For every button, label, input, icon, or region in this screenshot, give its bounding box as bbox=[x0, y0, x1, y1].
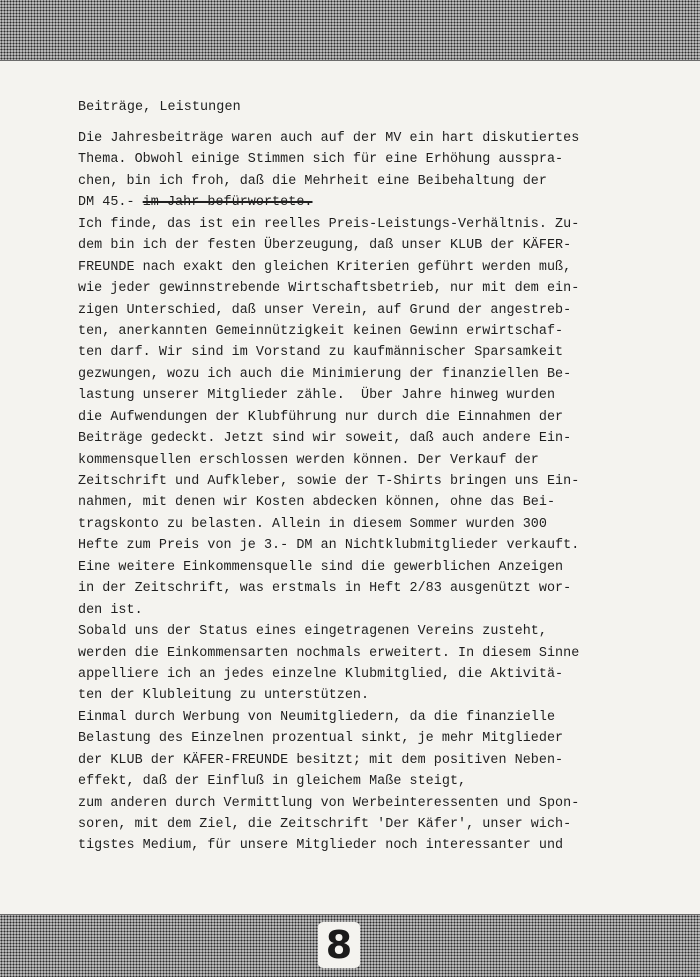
text-line: tigstes Medium, für unsere Mitglieder noch interessanter und bbox=[78, 838, 564, 854]
text-line: Beiträge gedeckt. Jetzt sind wir soweit, daß auch andere Ein- bbox=[78, 431, 572, 447]
text-line: nahmen, mit denen wir Kosten abdecken können, ohne das Bei- bbox=[78, 495, 556, 511]
text-line: appelliere ich an jedes einzelne Klubmitglied, die Aktivitä- bbox=[78, 666, 564, 682]
text-line: soren, mit dem Ziel, die Zeitschrift 'Der Käfer', unser wich- bbox=[78, 817, 572, 832]
text-line: Belastung des Einzelnen prozentual sinkt, je mehr Mitglieder bbox=[78, 731, 564, 747]
text-line: Thema. Obwohl einige Stimmen sich für eine Erhöhung ausspra- bbox=[78, 152, 564, 168]
text-line: gezwungen, wozu ich auch die Minimierung der finanziellen Be- bbox=[78, 366, 572, 382]
text-line: tragskonto zu belasten. Allein in diesem Sommer wurden 300 bbox=[78, 516, 547, 532]
text-line: kommensquellen erschlossen werden können. Der Verkauf der bbox=[78, 452, 539, 468]
document-body bbox=[78, 98, 638, 857]
text-line: ten, anerkannten Gemeinnützigkeit keinen Gewinn erwirtschaf- bbox=[78, 323, 564, 339]
text-line: Einmal durch Werbung von Neumitgliedern, da die finanzielle bbox=[78, 709, 556, 725]
text-line: Zeitschrift und Aufkleber, sowie der T-Shirts bringen uns Ein- bbox=[78, 474, 580, 489]
text-line: lastung unserer Mitglieder zähle. Über Jahre hinweg wurden bbox=[78, 388, 556, 404]
text-line: FREUNDE nach exakt den gleichen Kriterien geführt werden muß, bbox=[78, 259, 572, 275]
text-line: Die Jahresbeiträge waren auch auf der MV ein hart diskutiertes bbox=[78, 131, 580, 146]
page-number: 8 bbox=[325, 923, 353, 967]
text-line: der KLUB der KÄFER-FREUNDE besitzt; mit dem positiven Neben- bbox=[78, 752, 564, 768]
text-line: Eine weitere Einkommensquelle sind die gewerblichen Anzeigen bbox=[78, 559, 564, 575]
text-line: ten darf. Wir sind im Vorstand zu kaufmännischer Sparsamkeit bbox=[78, 345, 564, 361]
paragraph-block bbox=[78, 128, 638, 857]
text-line: den ist. bbox=[78, 602, 143, 618]
text-line: Hefte zum Preis von je 3.- DM an Nichtklubmitglieder verkauft. bbox=[78, 538, 580, 554]
struck-through-text: im Jahr befürwortete. bbox=[142, 195, 313, 211]
top-halftone-band bbox=[0, 0, 700, 61]
section-heading: Beiträge, Leistungen bbox=[78, 100, 241, 115]
text-line: dem bin ich der festen Überzeugung, daß unser KLUB der KÄFER- bbox=[78, 238, 572, 254]
page-number-badge bbox=[318, 922, 360, 968]
text-line: wie jeder gewinnstrebende Wirtschaftsbetrieb, nur mit dem ein- bbox=[78, 281, 580, 297]
text-line: werden die Einkommensarten nochmals erweitert. In diesem Sinne bbox=[78, 645, 580, 661]
text-line: chen, bin ich froh, daß die Mehrheit eine Beibehaltung der bbox=[78, 173, 547, 189]
text-line: Sobald uns der Status eines eingetragenen Vereins zusteht, bbox=[78, 624, 547, 640]
text-line: in der Zeitschrift, was erstmals in Heft 2/83 ausgenützt wor- bbox=[78, 581, 572, 597]
text-line-prefix: DM 45.- bbox=[78, 195, 143, 211]
text-line: Ich finde, das ist ein reelles Preis-Leistungs-Verhältnis. Zu- bbox=[78, 216, 580, 232]
text-line bbox=[78, 192, 638, 213]
text-line: ten der Klubleitung zu unterstützen. bbox=[78, 688, 370, 704]
text-line: effekt, daß der Einfluß in gleichem Maße steigt, bbox=[78, 774, 467, 790]
text-line: zum anderen durch Vermittlung von Werbeinteressenten und Spon- bbox=[78, 795, 580, 811]
text-line: zigen Unterschied, daß unser Verein, auf Grund der angestreb- bbox=[78, 302, 572, 318]
text-line: die Aufwendungen der Klubführung nur durch die Einnahmen der bbox=[78, 409, 564, 425]
